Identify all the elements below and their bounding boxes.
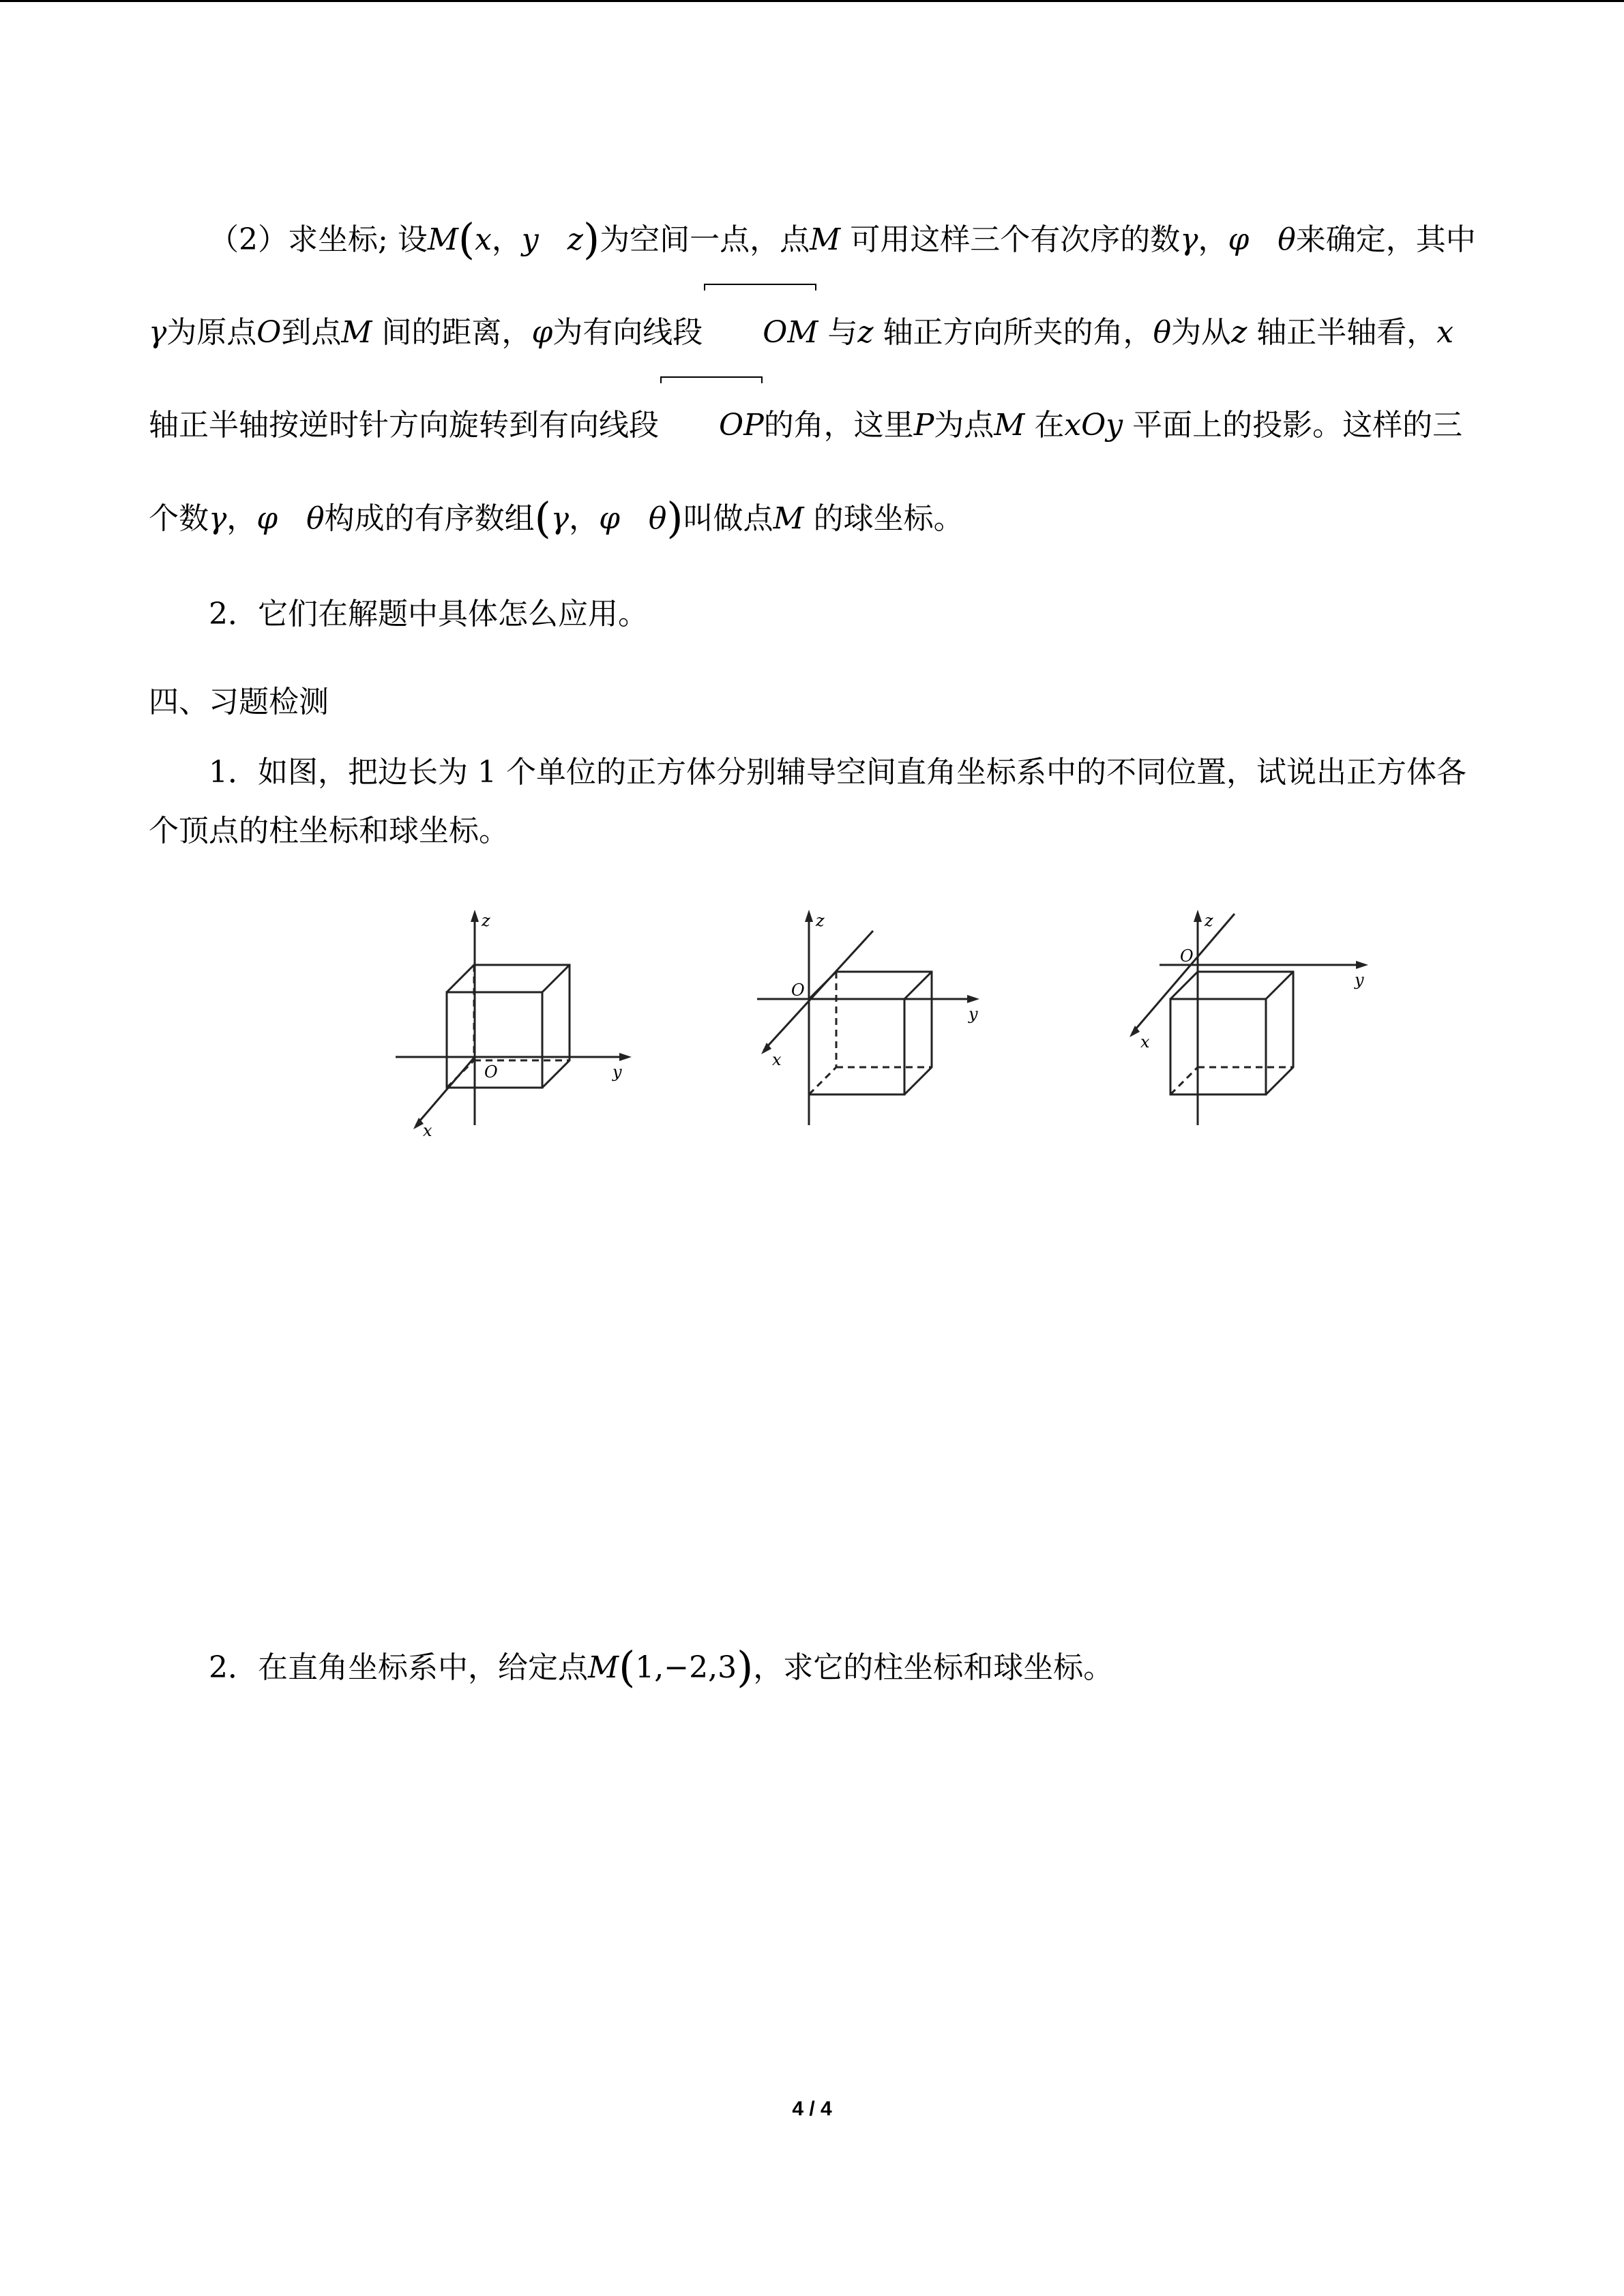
vector-om: OM [703, 286, 818, 379]
cube-figures [396, 907, 1391, 1139]
axis-label-y: y [1355, 970, 1364, 989]
page-number: 4 / 4 [792, 2098, 832, 2120]
origin-label: O [791, 981, 805, 1000]
axis-label-x: x [772, 1050, 782, 1069]
axis-label-x: x [423, 1121, 432, 1139]
axis-label-z: z [482, 911, 490, 930]
cube-figure-2 [757, 907, 1003, 1139]
cube-figure-3 [1119, 907, 1391, 1139]
top-border [0, 0, 1624, 2]
origin-label: O [484, 1062, 498, 1082]
point-coordinates: 1,−2,3 [635, 1650, 737, 1685]
spherical-coord-paragraph: （2）求坐标; 设M(x，y z)为空间一点，点M 可用这样三个有次序的数γ，φ θ来确定，其中γ为原点O到点M 间的距离，φ为有向线段 OM 与z 轴正方向所夹的角，θ为从z 轴正半轴看，x 轴正半轴按逆时针方向旋转到有向线段 OP的角，这里P为点M 在xOy 平面上的投影。这样的三个数γ，φ θ构成的有序数组(γ，φ θ)叫做点M 的球坐标。 [149, 214, 1476, 543]
vector-op: OP [659, 379, 764, 472]
question-2-how: 2．它们在解题中具体怎么应用。 [209, 597, 648, 631]
origin-label: O [1180, 946, 1194, 966]
axis-label-y: y [612, 1062, 622, 1082]
axis-label-y: y [969, 1004, 978, 1024]
section-4-heading: 四、习题检测 [149, 685, 329, 719]
exercise-1-text: 1．如图，把边长为 1 个单位的正方体分别辅导空间直角坐标系中的不同位置，试说出正方体各个顶点的柱坐标和球坐标。 [149, 755, 1466, 848]
axis-label-z: z [816, 911, 825, 930]
exercise-2-text: 2．在直角坐标系中，给定点M(1,−2,3)，求它的柱坐标和球坐标。 [209, 1642, 1114, 1692]
axis-label-z: z [1205, 911, 1213, 930]
cube-figure-1 [396, 907, 641, 1139]
axis-label-x: x [1140, 1032, 1150, 1052]
